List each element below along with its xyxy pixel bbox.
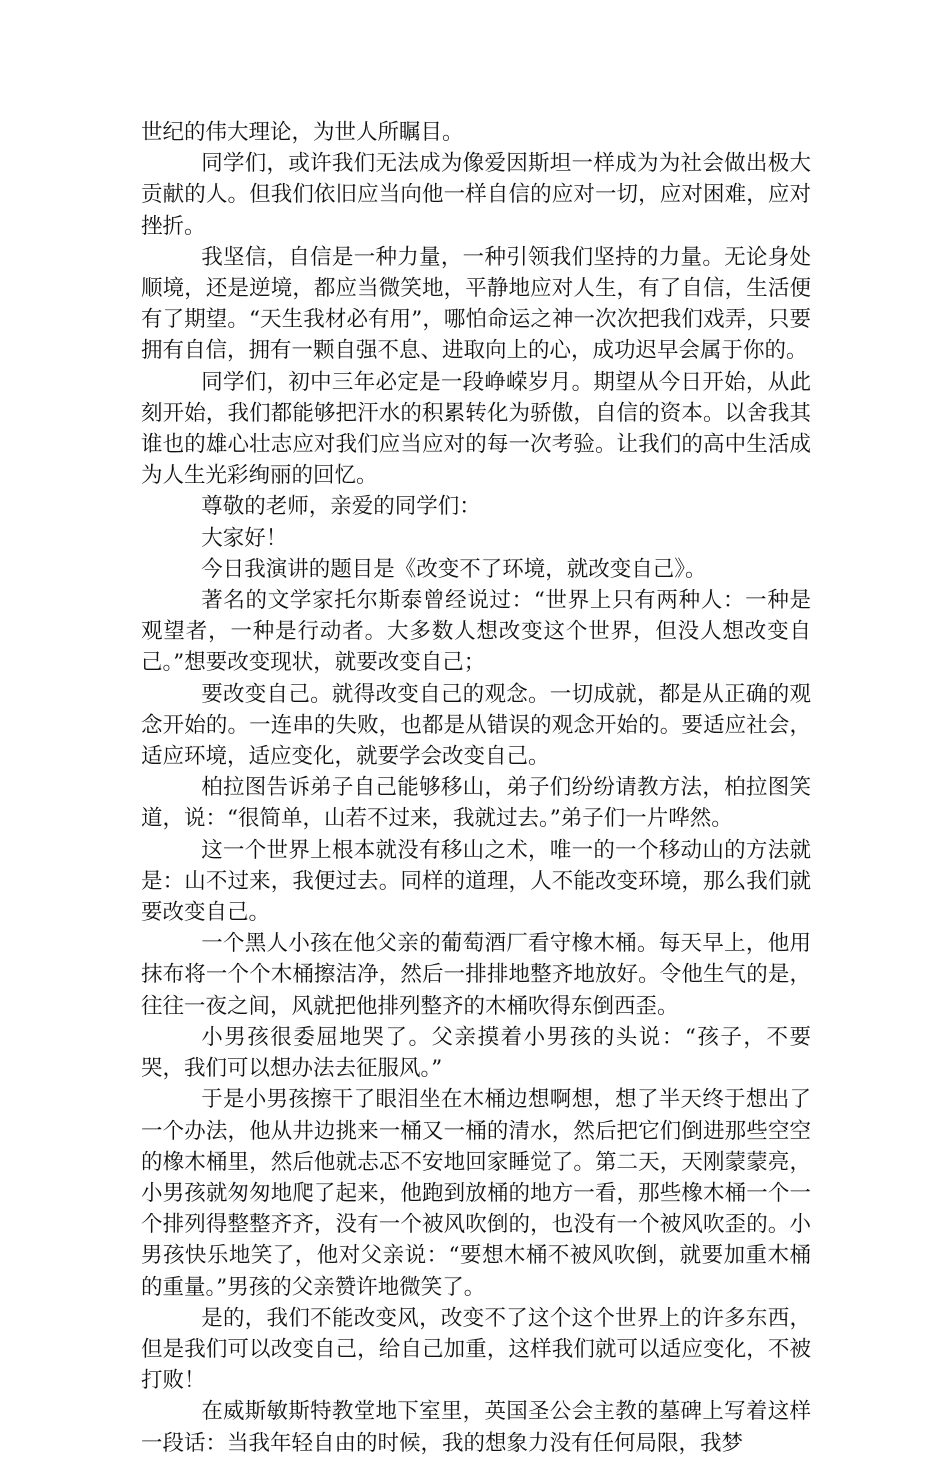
paragraph: 这一个世界上根本就没有移山之术，唯一的一个移动山的方法就是：山不过来，我便过去。同样的道理，人不能改变环境，那么我们就要改变自己。 <box>141 837 811 926</box>
paragraph: 一个黑人小孩在他父亲的葡萄酒厂看守橡木桶。每天早上，他用抹布将一个个木桶擦洁净，然后一排排地整齐地放好。令他生气的是，往往一夜之间，风就把他排列整齐的木桶吹得东倒西歪。 <box>141 931 811 1019</box>
paragraph: 柏拉图告诉弟子自己能够移山，弟子们纷纷请教方法，柏拉图笑道，说：“很简单，山若不过来，我就过去。”弟子们一片哗然。 <box>141 775 811 832</box>
paragraph: 是的，我们不能改变风，改变不了这个这个世界上的许多东西，但是我们可以改变自己，给自己加重，这样我们就可以适应变化，不被打败！ <box>141 1305 811 1394</box>
paragraph: 著名的文学家托尔斯泰曾经说过：“世界上只有两种人：一种是观望者，一种是行动者。大多数人想改变这个世界，但没人想改变自己。”想要改变现状，就要改变自己； <box>141 588 811 676</box>
paragraph: 在威斯敏斯特教堂地下室里，英国圣公会主教的墓碑上写着这样一段话：当我年轻自由的时候，我的想象力没有任何局限，我梦 <box>141 1399 811 1456</box>
paragraph: 要改变自己。就得改变自己的观念。一切成就，都是从正确的观念开始的。一连串的失败，也都是从错误的观念开始的。要适应社会，适应环境，适应变化，就要学会改变自己。 <box>141 681 811 770</box>
paragraph: 同学们，初中三年必定是一段峥嵘岁月。期望从今日开始，从此刻开始，我们都能够把汗水的积累转化为骄傲，自信的资本。以舍我其谁也的雄心壮志应对我们应当应对的每一次考验。让我们的高中生活成为人生光彩绚丽的回忆。 <box>141 369 811 489</box>
document-page <box>141 117 811 1459</box>
paragraph: 同学们，或许我们无法成为像爱因斯坦一样成为为社会做出极大贡献的人。但我们依旧应当向他一样自信的应对一切，应对困难，应对挫折。 <box>141 151 811 239</box>
salutation-paragraph: 尊敬的老师，亲爱的同学们： <box>201 494 481 520</box>
paragraph: 于是小男孩擦干了眼泪坐在木桶边想啊想，想了半天终于想出了一个办法，他从井边挑来一桶又一桶的清水，然后把它们倒进那些空空的橡木桶里，然后他就忐忑不安地回家睡觉了。第二天，天刚蒙蒙亮，小男孩就匆匆地爬了起来，他跑到放桶的地方一看，那些橡木桶一个一个排列得整整齐齐，没有一个被风吹倒的，也没有一个被风吹歪的。小男孩快乐地笑了，他对父亲说：“要想木桶不被风吹倒，就要加重木桶的重量。”男孩的父亲赞许地微笑了。 <box>141 1087 811 1300</box>
speech-title-paragraph: 今日我演讲的题目是《改变不了环境，就改变自己》。 <box>201 556 707 582</box>
greeting-paragraph: 大家好！ <box>201 525 288 551</box>
paragraph: 我坚信，自信是一种力量，一种引领我们坚持的力量。无论身处顺境，还是逆境，都应当微笑地，平静地应对人生，有了自信，生活便有了期望。“天生我材必有用”，哪怕命运之神一次次把我们戏弄，只要拥有自信，拥有一颗自强不息、进取向上的心，成功迟早会属于你的。 <box>141 244 811 364</box>
paragraph: 小男孩很委屈地哭了。父亲摸着小男孩的头说：“孩子，不要哭，我们可以想办法去征服风。” <box>141 1024 811 1082</box>
paragraph: 世纪的伟大理论，为世人所瞩目。 <box>141 120 464 145</box>
